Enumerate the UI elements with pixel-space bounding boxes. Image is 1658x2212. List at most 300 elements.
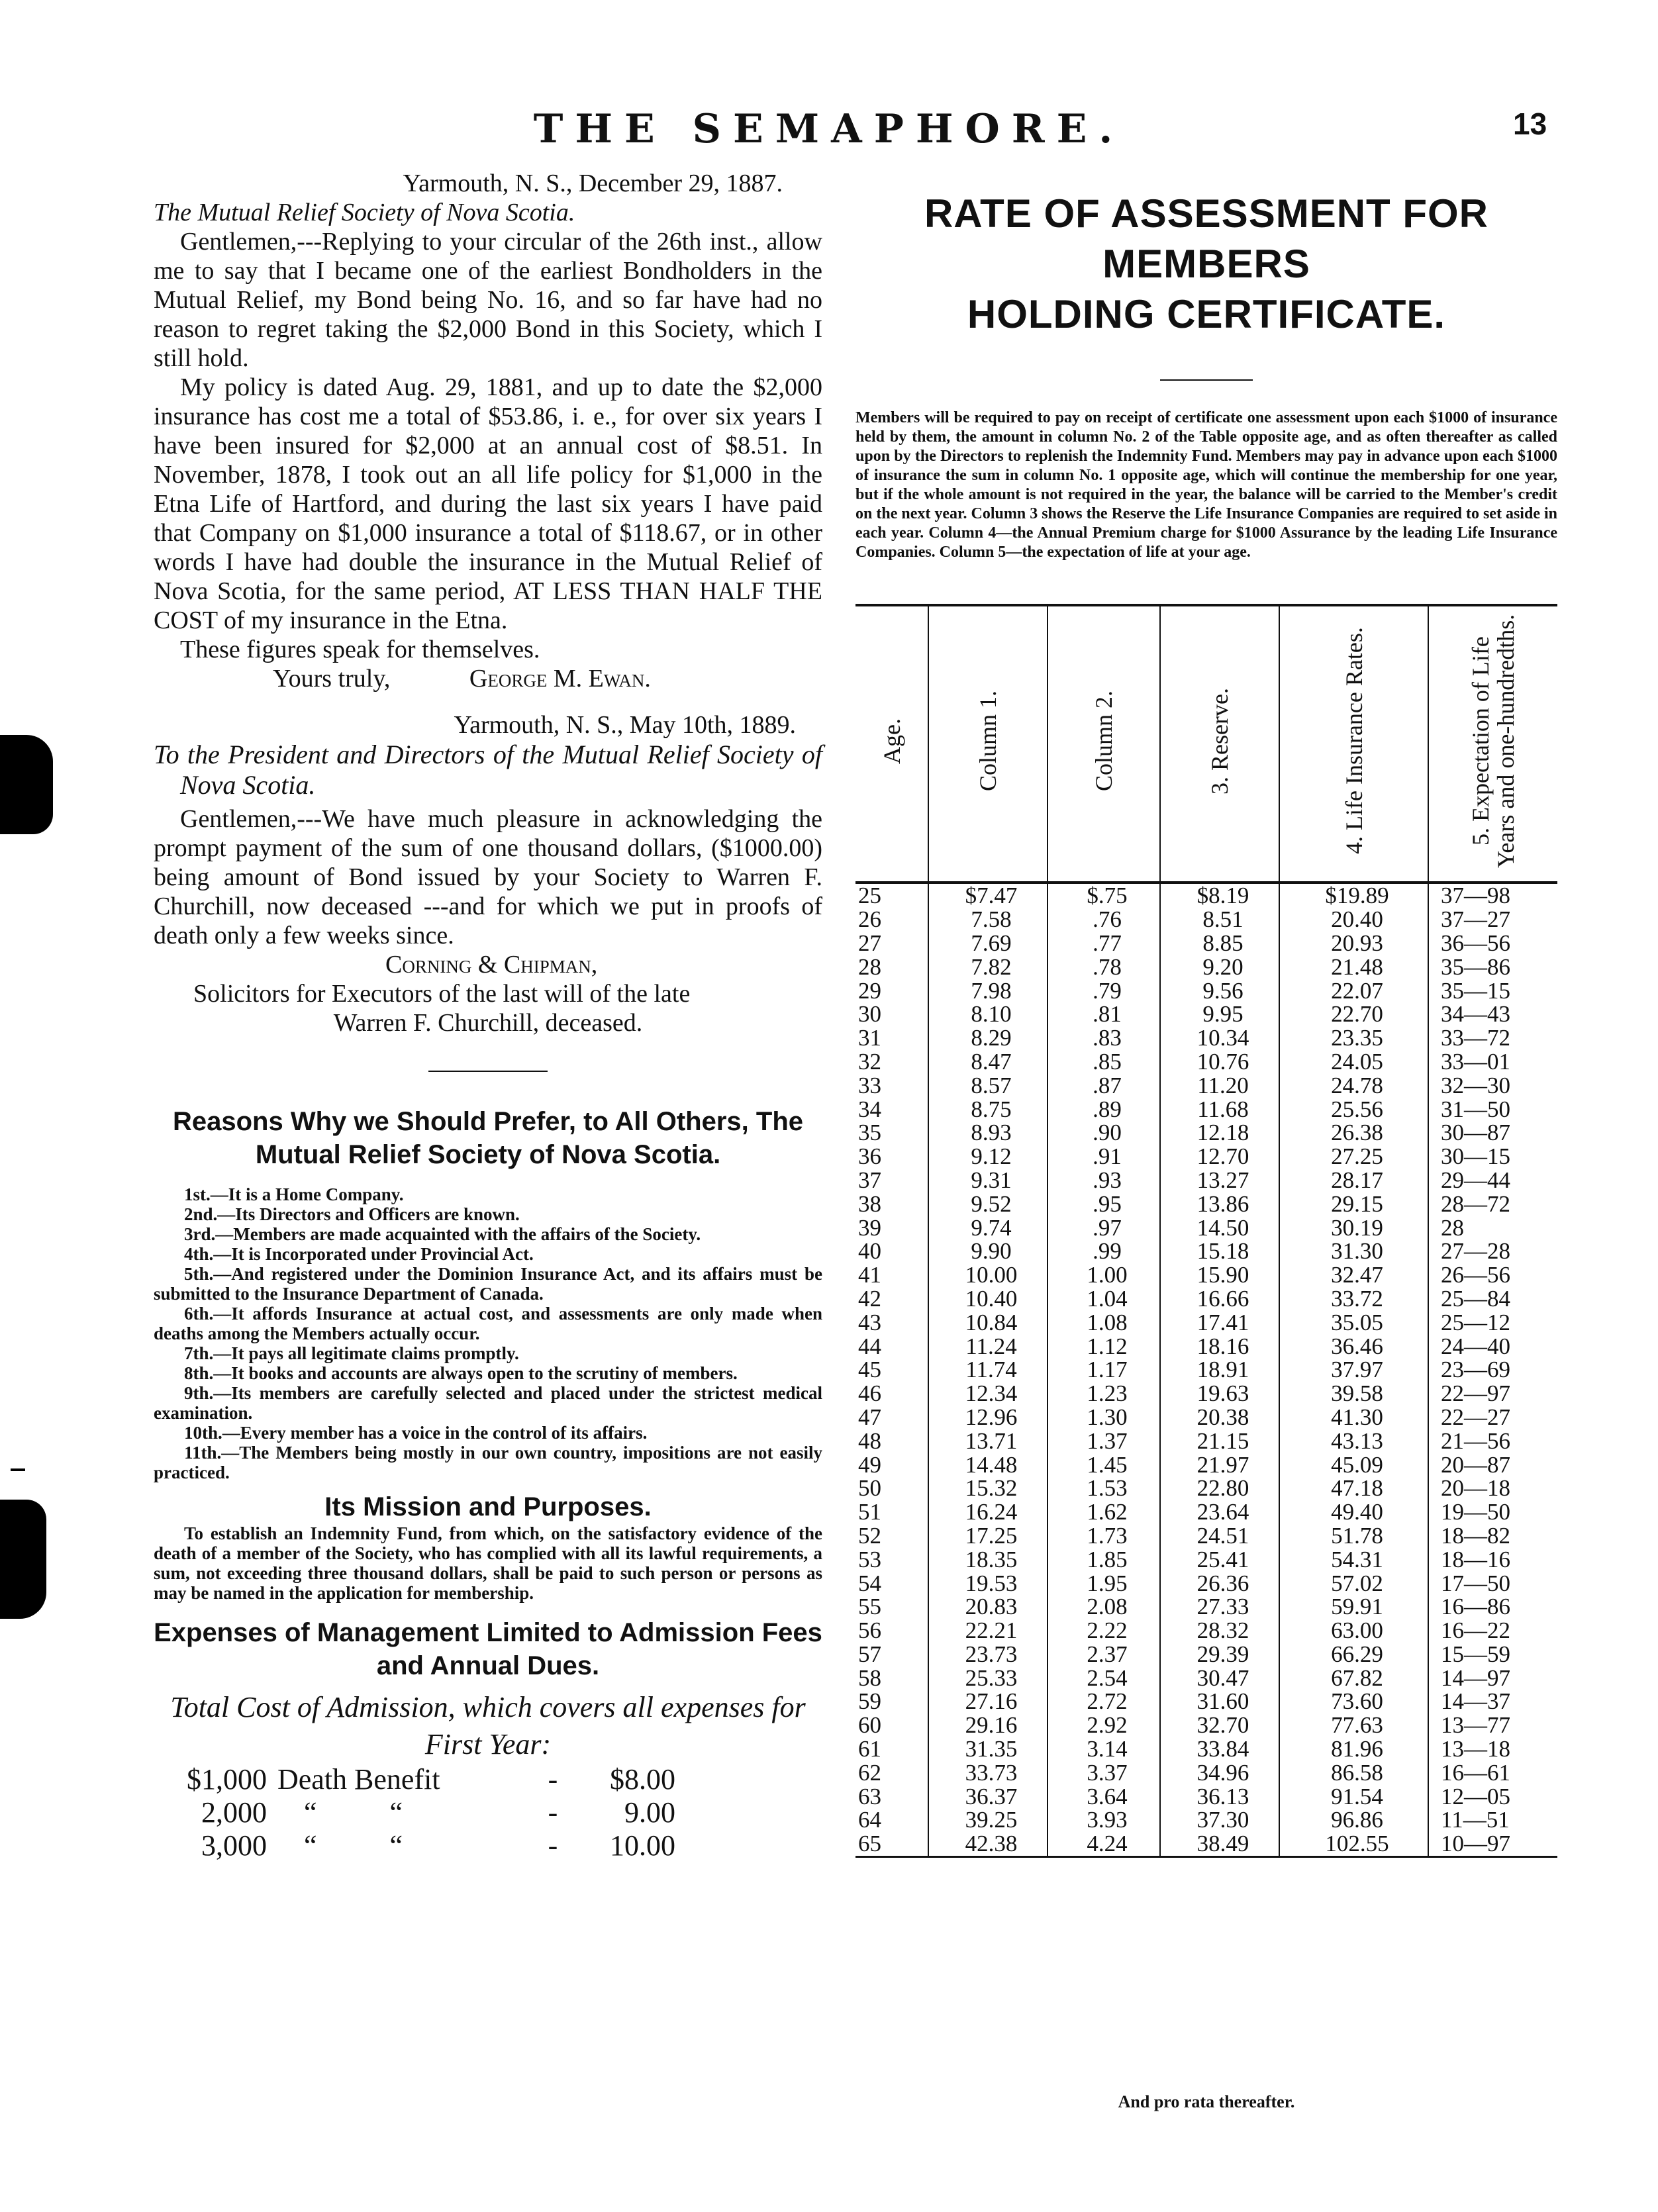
cell-column2: 4.24 — [1048, 1832, 1160, 1856]
cell-column2: 2.54 — [1048, 1666, 1160, 1690]
cell-column1: 7.82 — [928, 955, 1048, 979]
fee-amount: $1,000 — [187, 1763, 267, 1796]
cell-reserve: 32.70 — [1160, 1713, 1279, 1737]
cell-column1: 10.40 — [928, 1287, 1048, 1311]
reason-item: 7th.—It pays all legitimate claims promptly. — [184, 1343, 519, 1363]
mission-text: To establish an Indemnity Fund, from which, on the satisfactory evidence of the death of a member of the Society, who has complied with all its lawful requirements, a sum, not exceeding three thousand dollars, shall be paid to such person or persons as may be named in the application for membership. — [154, 1523, 822, 1603]
rates-row — [855, 1547, 1557, 1571]
cell-expectation: 20—18 — [1428, 1476, 1557, 1500]
rates-row — [855, 1737, 1557, 1761]
cell-column1: 9.52 — [928, 1192, 1048, 1216]
cell-age: 33 — [858, 1072, 881, 1098]
cell-expectation: 16—61 — [1428, 1760, 1557, 1784]
cell-life-rate: 77.63 — [1279, 1713, 1428, 1737]
cell-age: 46 — [858, 1380, 881, 1407]
cell-column2: .79 — [1048, 979, 1160, 1002]
cell-column1: 10.84 — [928, 1310, 1048, 1334]
cell-column2: 3.14 — [1048, 1737, 1160, 1761]
rates-row — [855, 1808, 1557, 1832]
cell-column2: .95 — [1048, 1192, 1160, 1216]
cell-expectation: 27—28 — [1428, 1239, 1557, 1263]
cell-life-rate: 24.78 — [1279, 1073, 1428, 1097]
cell-reserve: 25.41 — [1160, 1547, 1279, 1571]
letter1-para2: My policy is dated Aug. 29, 1881, and up to date the $2,000 insurance has cost me a total of $53.86, i. e., for over six years I have been insured for $2,000 at an annual cost of $8.51. In November, 1878, I took out an all life policy for $1,000 in the Etna Life of Hartford, and during the last six years I have paid that Company on $1,000 insurance a total of $118.67, or in other words I have had double the insurance in the Mutual Relief of Nova Scotia, for the same period, AT LESS THAN HALF THE COST of my insurance in the Etna. — [154, 373, 822, 634]
cell-column1: 8.57 — [928, 1073, 1048, 1097]
cell-column2: 1.53 — [1048, 1476, 1160, 1500]
rates-header-row — [855, 605, 1557, 883]
header-column2-label: Column 2. — [1091, 690, 1117, 791]
cell-age: 47 — [858, 1404, 881, 1430]
cell-column1: 31.35 — [928, 1737, 1048, 1761]
cell-life-rate: 73.60 — [1279, 1690, 1428, 1713]
rates-row — [855, 1073, 1557, 1097]
fee-benefit: “ “ — [304, 1829, 403, 1862]
cell-column1: 18.35 — [928, 1547, 1048, 1571]
cell-age: 64 — [858, 1807, 881, 1833]
cell-age: 39 — [858, 1214, 881, 1241]
cell-expectation: 34—43 — [1428, 1002, 1557, 1026]
cell-life-rate: 57.02 — [1279, 1571, 1428, 1595]
cell-column2: .83 — [1048, 1026, 1160, 1050]
fee-benefit: Death Benefit — [277, 1763, 440, 1796]
rates-row — [855, 1784, 1557, 1808]
cell-column1: 7.69 — [928, 932, 1048, 955]
cell-life-rate: 102.55 — [1279, 1832, 1428, 1856]
cell-expectation: 30—15 — [1428, 1145, 1557, 1169]
rates-row — [855, 1666, 1557, 1690]
cell-expectation: 12—05 — [1428, 1784, 1557, 1808]
cell-column1: 22.21 — [928, 1619, 1048, 1643]
rates-body — [855, 883, 1557, 1856]
cell-life-rate: 25.56 — [1279, 1097, 1428, 1121]
rates-title-line1: RATE OF ASSESSMENT FOR MEMBERS — [924, 191, 1489, 286]
rates-row — [855, 1216, 1557, 1239]
cell-column1: 8.10 — [928, 1002, 1048, 1026]
expenses-subheading: Total Cost of Admission, which covers all expenses for First Year: — [170, 1691, 806, 1760]
cell-reserve: 13.27 — [1160, 1169, 1279, 1192]
cell-reserve: 15.18 — [1160, 1239, 1279, 1263]
cell-expectation: 14—37 — [1428, 1690, 1557, 1713]
cell-column2: .76 — [1048, 908, 1160, 932]
cell-age: 50 — [858, 1475, 881, 1502]
rates-row — [855, 1192, 1557, 1216]
cell-expectation: 28 — [1428, 1216, 1557, 1239]
cell-column1: 17.25 — [928, 1524, 1048, 1548]
cell-age: 37 — [858, 1167, 881, 1193]
cell-expectation: 25—12 — [1428, 1310, 1557, 1334]
rates-row — [855, 1406, 1557, 1429]
cell-column2: 1.12 — [1048, 1334, 1160, 1358]
cell-expectation: 37—98 — [1428, 883, 1557, 908]
cell-column1: 11.74 — [928, 1358, 1048, 1382]
cell-life-rate: 41.30 — [1279, 1406, 1428, 1429]
cell-life-rate: 31.30 — [1279, 1239, 1428, 1263]
cell-age: 36 — [858, 1143, 881, 1170]
cell-expectation: 30—87 — [1428, 1121, 1557, 1145]
rates-intro: Members will be required to pay on receipt of certificate one assessment upon each $1000 of insurance held by them, the amount in column No. 2 of the Table opposite age, and as often thereafter as called upon by the Directors to replenish the Indemnity Fund. Members may pay in advance upon each $1000 of insurance the sum in column No. 1 opposite age, which will continue the membership for one year, but if the whole amount is not required in the year, the balance will be carried to the Member's credit on the next year. Column 3 shows the Reserve the Life Insurance Companies are required to set aside in each year. Column 4—the Annual Premium charge for $1000 Assurance by the leading Life Insurance Companies. Column 5—the expectation of life at your age. — [855, 409, 1557, 561]
cell-expectation: 18—82 — [1428, 1524, 1557, 1548]
cell-column2: 1.73 — [1048, 1524, 1160, 1548]
rates-row — [855, 1832, 1557, 1856]
cell-life-rate: 20.40 — [1279, 908, 1428, 932]
rates-row — [855, 1169, 1557, 1192]
cell-column2: .91 — [1048, 1145, 1160, 1169]
cell-column2: 1.45 — [1048, 1453, 1160, 1476]
rates-row — [855, 1500, 1557, 1524]
cell-column2: 1.37 — [1048, 1429, 1160, 1453]
cell-life-rate: 27.25 — [1279, 1145, 1428, 1169]
header-column1-label: Column 1. — [975, 690, 1001, 791]
cell-column1: 8.29 — [928, 1026, 1048, 1050]
cell-column2: 2.22 — [1048, 1619, 1160, 1643]
cell-life-rate: 30.19 — [1279, 1216, 1428, 1239]
letter2-sig-line3: Warren F. Churchill, deceased. — [333, 1009, 643, 1037]
header-expectation — [1428, 605, 1557, 883]
reason-item: 11th.—The Members being mostly in our own country, impositions are not easily practiced. — [154, 1443, 822, 1482]
letter1-para1: Gentlemen,---Replying to your circular of the 26th inst., allow me to say that I became one of the earliest Bondholders in the Mutual Relief, my Bond being No. 16, and so far have had no reason to regret taking the $2,000 Bond in this Society, which I still hold. — [154, 228, 822, 372]
cell-expectation: 25—84 — [1428, 1287, 1557, 1311]
cell-life-rate: 33.72 — [1279, 1287, 1428, 1311]
letter2-signature: Corning & Chipman, — [385, 951, 598, 979]
cell-column1: 27.16 — [928, 1690, 1048, 1713]
cell-column1: 12.34 — [928, 1382, 1048, 1406]
rates-divider — [1160, 379, 1253, 381]
cell-reserve: 9.20 — [1160, 955, 1279, 979]
cell-expectation: 16—86 — [1428, 1595, 1557, 1619]
cell-expectation: 31—50 — [1428, 1097, 1557, 1121]
cell-reserve: 24.51 — [1160, 1524, 1279, 1548]
cell-expectation: 28—72 — [1428, 1192, 1557, 1216]
cell-life-rate: 20.93 — [1279, 932, 1428, 955]
cell-age: 30 — [858, 1001, 881, 1028]
cell-life-rate: 36.46 — [1279, 1334, 1428, 1358]
page-number: 13 — [1513, 107, 1547, 141]
rates-row — [855, 1145, 1557, 1169]
cell-expectation: 32—30 — [1428, 1073, 1557, 1097]
header-life-rates — [1279, 605, 1428, 883]
cell-age: 44 — [858, 1333, 881, 1359]
cell-column1: 15.32 — [928, 1476, 1048, 1500]
header-column2 — [1048, 605, 1160, 883]
cell-reserve: 37.30 — [1160, 1808, 1279, 1832]
cell-reserve: 13.86 — [1160, 1192, 1279, 1216]
cell-expectation: 10—97 — [1428, 1832, 1557, 1856]
cell-column2: 1.85 — [1048, 1547, 1160, 1571]
cell-column2: 1.30 — [1048, 1406, 1160, 1429]
cell-column2: .97 — [1048, 1216, 1160, 1239]
rates-row — [855, 1239, 1557, 1263]
cell-age: 54 — [858, 1570, 881, 1596]
cell-column2: $.75 — [1048, 883, 1160, 908]
rates-table — [855, 604, 1557, 1858]
cell-age: 29 — [858, 977, 881, 1004]
cell-column2: 3.93 — [1048, 1808, 1160, 1832]
cell-expectation: 33—01 — [1428, 1050, 1557, 1074]
cell-life-rate: 43.13 — [1279, 1429, 1428, 1453]
fee-dash: - — [548, 1763, 558, 1796]
cell-column1: 16.24 — [928, 1500, 1048, 1524]
cell-life-rate: 66.29 — [1279, 1643, 1428, 1666]
fee-amount: 3,000 — [201, 1829, 267, 1862]
fees-row — [187, 1796, 686, 1829]
cell-column1: 9.31 — [928, 1169, 1048, 1192]
cell-column1: 19.53 — [928, 1571, 1048, 1595]
cell-age: 35 — [858, 1120, 881, 1146]
cell-expectation: 36—56 — [1428, 932, 1557, 955]
cell-reserve: 11.20 — [1160, 1073, 1279, 1097]
cell-age: 34 — [858, 1096, 881, 1122]
rates-title-line2: HOLDING CERTIFICATE. — [967, 292, 1446, 336]
reason-item: 6th.—It affords Insurance at actual cost, and assessments are only made when deaths among the Members actually occur. — [154, 1304, 822, 1343]
cell-column2: .93 — [1048, 1169, 1160, 1192]
cell-life-rate: 81.96 — [1279, 1737, 1428, 1761]
header-age — [855, 605, 928, 883]
cell-column1: 14.48 — [928, 1453, 1048, 1476]
rates-row — [855, 908, 1557, 932]
cell-age: 52 — [858, 1522, 881, 1549]
expenses-heading: Expenses of Management Limited to Admission Fees and Annual Dues. — [154, 1618, 822, 1680]
fee-cost: $8.00 — [610, 1763, 675, 1796]
cell-reserve: 29.39 — [1160, 1643, 1279, 1666]
cell-reserve: 17.41 — [1160, 1310, 1279, 1334]
cell-column1: 39.25 — [928, 1808, 1048, 1832]
cell-age: 55 — [858, 1594, 881, 1620]
cell-expectation: 17—50 — [1428, 1571, 1557, 1595]
cell-column2: 1.17 — [1048, 1358, 1160, 1382]
letter1-signature: George M. Ewan. — [469, 665, 651, 693]
letter1-addressee: The Mutual Relief Society of Nova Scotia. — [154, 199, 575, 226]
letter1-para3: These figures speak for themselves. — [180, 636, 540, 663]
cell-reserve: 12.70 — [1160, 1145, 1279, 1169]
cell-age: 57 — [858, 1641, 881, 1667]
cell-reserve: 18.91 — [1160, 1358, 1279, 1382]
rates-row — [855, 1002, 1557, 1026]
cell-expectation: 23—69 — [1428, 1358, 1557, 1382]
cell-age: 40 — [858, 1238, 881, 1265]
fee-benefit: “ “ — [304, 1796, 403, 1829]
cell-life-rate: 32.47 — [1279, 1263, 1428, 1287]
cell-age: 32 — [858, 1048, 881, 1075]
cell-reserve: 31.60 — [1160, 1690, 1279, 1713]
letter1-dateline: Yarmouth, N. S., December 29, 1887. — [403, 169, 783, 197]
cell-life-rate: 51.78 — [1279, 1524, 1428, 1548]
cell-reserve: 12.18 — [1160, 1121, 1279, 1145]
cell-column1: 42.38 — [928, 1832, 1048, 1856]
cell-expectation: 19—50 — [1428, 1500, 1557, 1524]
rates-row — [855, 1097, 1557, 1121]
cell-reserve: 8.51 — [1160, 908, 1279, 932]
header-life-rates-label: 4. Life Insurance Rates. — [1340, 627, 1367, 855]
cell-expectation: 22—97 — [1428, 1382, 1557, 1406]
header-expectation-label: 5. Expectation of Life Years and one-hundredths. — [1467, 614, 1519, 868]
cell-expectation: 13—18 — [1428, 1737, 1557, 1761]
cell-column1: 13.71 — [928, 1429, 1048, 1453]
reason-item: 5th.—And registered under the Dominion Insurance Act, and its affairs must be submitted to the Insurance Department of Canada. — [154, 1264, 822, 1304]
cell-life-rate: 22.07 — [1279, 979, 1428, 1002]
fee-dash: - — [548, 1829, 558, 1862]
fees-row — [187, 1763, 686, 1796]
cell-column2: 2.92 — [1048, 1713, 1160, 1737]
rates-row — [855, 1026, 1557, 1050]
cell-life-rate: 39.58 — [1279, 1382, 1428, 1406]
cell-column1: $7.47 — [928, 883, 1048, 908]
cell-life-rate: 45.09 — [1279, 1453, 1428, 1476]
rates-row — [855, 1571, 1557, 1595]
fees-table — [187, 1763, 686, 1862]
cell-column2: .81 — [1048, 1002, 1160, 1026]
header-reserve-label: 3. Reserve. — [1206, 687, 1233, 794]
cell-life-rate: 26.38 — [1279, 1121, 1428, 1145]
rates-row — [855, 1263, 1557, 1287]
reasons-heading: Reasons Why we Should Prefer, to All Others, The Mutual Relief Society of Nova Scotia. — [172, 1107, 804, 1169]
letter2-sig-line2: Solicitors for Executors of the last will of the late — [193, 980, 691, 1008]
cell-life-rate: 23.35 — [1279, 1026, 1428, 1050]
cell-reserve: 14.50 — [1160, 1216, 1279, 1239]
cell-age: 60 — [858, 1712, 881, 1739]
cell-reserve: 10.76 — [1160, 1050, 1279, 1074]
rates-row — [855, 1050, 1557, 1074]
cell-reserve: 9.95 — [1160, 1002, 1279, 1026]
cell-life-rate: 29.15 — [1279, 1192, 1428, 1216]
rates-row — [855, 1713, 1557, 1737]
rates-row — [855, 1476, 1557, 1500]
header-age-label: Age. — [878, 718, 905, 764]
cell-age: 62 — [858, 1759, 881, 1786]
cell-column2: 2.08 — [1048, 1595, 1160, 1619]
rates-row — [855, 883, 1557, 908]
letter2-dateline: Yarmouth, N. S., May 10th, 1889. — [454, 711, 796, 739]
cell-column1: 9.12 — [928, 1145, 1048, 1169]
cell-column1: 10.00 — [928, 1263, 1048, 1287]
cell-life-rate: 49.40 — [1279, 1500, 1428, 1524]
cell-expectation: 16—22 — [1428, 1619, 1557, 1643]
cell-column1: 33.73 — [928, 1760, 1048, 1784]
cell-column2: .90 — [1048, 1121, 1160, 1145]
rates-row — [855, 1382, 1557, 1406]
cell-reserve: 36.13 — [1160, 1784, 1279, 1808]
cell-life-rate: 37.97 — [1279, 1358, 1428, 1382]
cell-column2: 1.08 — [1048, 1310, 1160, 1334]
cell-expectation: 14—97 — [1428, 1666, 1557, 1690]
cell-column1: 8.75 — [928, 1097, 1048, 1121]
cell-age: 53 — [858, 1546, 881, 1572]
reason-item: 3rd.—Members are made acquainted with the affairs of the Society. — [184, 1224, 701, 1244]
scan-blot — [0, 735, 53, 834]
fee-cost: 9.00 — [624, 1796, 675, 1829]
cell-life-rate: 67.82 — [1279, 1666, 1428, 1690]
cell-reserve: 38.49 — [1160, 1832, 1279, 1856]
cell-life-rate: 63.00 — [1279, 1619, 1428, 1643]
rates-row — [855, 1453, 1557, 1476]
cell-column2: .77 — [1048, 932, 1160, 955]
cell-age: 61 — [858, 1736, 881, 1762]
cell-age: 38 — [858, 1190, 881, 1217]
cell-age: 43 — [858, 1309, 881, 1335]
cell-expectation: 26—56 — [1428, 1263, 1557, 1287]
cell-expectation: 18—16 — [1428, 1547, 1557, 1571]
cell-column1: 9.90 — [928, 1239, 1048, 1263]
cell-life-rate: 59.91 — [1279, 1595, 1428, 1619]
rates-row — [855, 1690, 1557, 1713]
rates-row — [855, 1429, 1557, 1453]
cell-age: 59 — [858, 1688, 881, 1715]
rates-row — [855, 1595, 1557, 1619]
cell-column2: 1.04 — [1048, 1287, 1160, 1311]
right-column — [855, 189, 1557, 562]
cell-reserve: 30.47 — [1160, 1666, 1279, 1690]
reason-item: 8th.—It books and accounts are always open to the scrutiny of members. — [184, 1363, 738, 1383]
cell-age: 27 — [858, 930, 881, 956]
cell-expectation: 13—77 — [1428, 1713, 1557, 1737]
cell-reserve: 18.16 — [1160, 1334, 1279, 1358]
letter1-signoff — [154, 664, 822, 693]
rates-row — [855, 1760, 1557, 1784]
cell-reserve: 28.32 — [1160, 1619, 1279, 1643]
cell-reserve: 15.90 — [1160, 1263, 1279, 1287]
reason-item: 9th.—Its members are carefully selected and placed under the strictest medical examination. — [154, 1383, 822, 1423]
cell-age: 31 — [858, 1025, 881, 1051]
section-divider — [428, 1071, 548, 1072]
cell-column2: .85 — [1048, 1050, 1160, 1074]
fees-row — [187, 1829, 686, 1862]
cell-life-rate: 22.70 — [1279, 1002, 1428, 1026]
rates-row — [855, 979, 1557, 1002]
cell-column1: 9.74 — [928, 1216, 1048, 1239]
cell-life-rate: 96.86 — [1279, 1808, 1428, 1832]
cell-reserve: 8.85 — [1160, 932, 1279, 955]
cell-life-rate: 91.54 — [1279, 1784, 1428, 1808]
cell-column2: .78 — [1048, 955, 1160, 979]
cell-column1: 36.37 — [928, 1784, 1048, 1808]
cell-age: 63 — [858, 1783, 881, 1809]
cell-life-rate: 35.05 — [1279, 1310, 1428, 1334]
cell-expectation: 21—56 — [1428, 1429, 1557, 1453]
cell-life-rate: $19.89 — [1279, 883, 1428, 908]
cell-column2: 2.72 — [1048, 1690, 1160, 1713]
cell-reserve: 11.68 — [1160, 1097, 1279, 1121]
cell-reserve: 9.56 — [1160, 979, 1279, 1002]
cell-life-rate: 47.18 — [1279, 1476, 1428, 1500]
header-column1 — [928, 605, 1048, 883]
cell-column2: .99 — [1048, 1239, 1160, 1263]
reason-item: 4th.—It is Incorporated under Provincial Act. — [184, 1244, 534, 1264]
cell-expectation: 29—44 — [1428, 1169, 1557, 1192]
cell-column2: 1.23 — [1048, 1382, 1160, 1406]
cell-column2: .87 — [1048, 1073, 1160, 1097]
cell-life-rate: 24.05 — [1279, 1050, 1428, 1074]
cell-age: 45 — [858, 1357, 881, 1383]
rates-row — [855, 955, 1557, 979]
cell-reserve: 20.38 — [1160, 1406, 1279, 1429]
cell-expectation: 24—40 — [1428, 1334, 1557, 1358]
cell-age: 48 — [858, 1427, 881, 1454]
cell-life-rate: 86.58 — [1279, 1760, 1428, 1784]
reason-item: 1st.—It is a Home Company. — [184, 1184, 404, 1204]
letter2-addressee: To the President and Directors of the Mutual Relief Society of Nova Scotia. — [154, 740, 822, 800]
fee-dash: - — [548, 1796, 558, 1829]
cell-age: 26 — [858, 906, 881, 933]
cell-life-rate: 54.31 — [1279, 1547, 1428, 1571]
cell-column2: .89 — [1048, 1097, 1160, 1121]
cell-reserve: 10.34 — [1160, 1026, 1279, 1050]
cell-age: 51 — [858, 1499, 881, 1525]
header-reserve — [1160, 605, 1279, 883]
cell-column2: 1.62 — [1048, 1500, 1160, 1524]
cell-column1: 25.33 — [928, 1666, 1048, 1690]
cell-column2: 3.64 — [1048, 1784, 1160, 1808]
cell-column1: 29.16 — [928, 1713, 1048, 1737]
cell-column2: 1.95 — [1048, 1571, 1160, 1595]
